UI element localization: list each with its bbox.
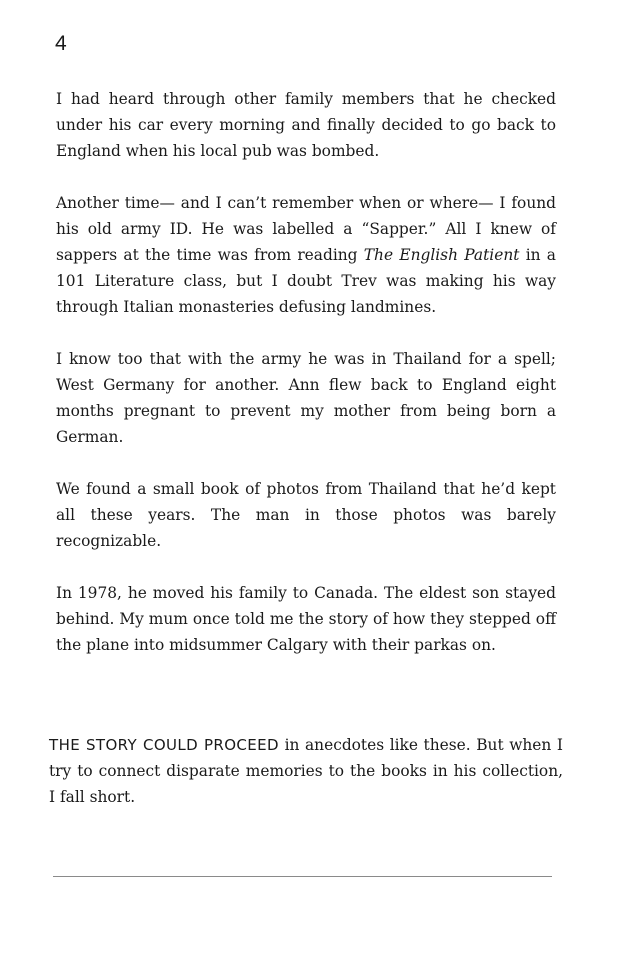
section-break-paragraph [49, 732, 563, 810]
paragraph-3: I know too that with the army he was in Thailand for a spell; West Germany for another. Ann flew back to England eight months pregnant to prevent my mother from being born a German. [56, 350, 556, 446]
paragraph-5: In 1978, he moved his family to Canada. The eldest son stayed behind. My mum once told me the story of how they stepped off the plane into midsummer Calgary with their parkas on. [56, 584, 556, 654]
paragraph-2-before: Another time— and I can’t remember when or where— I found his old army ID. He was labelled a “Sapper.” All I knew of sappers at the time was from reading [56, 194, 556, 264]
page-number: 4 [55, 32, 67, 55]
section-lead-in: THE STORY COULD PROCEED [49, 736, 280, 754]
body-text [56, 86, 556, 658]
paragraph-1: I had heard through other family members that he checked under his car every morning and finally decided to go back to England when his local pub was bombed. [56, 90, 556, 160]
paragraph-4: We found a small book of photos from Thailand that he’d kept all these years. The man in those photos was barely recognizable. [56, 480, 556, 550]
book-title: The English Patient [363, 246, 520, 264]
section-paragraph [49, 732, 563, 810]
paragraph-2-after: in a 101 Literature class, but I doubt Trev was making his way through Italian monasteries defusing landmines. [56, 246, 556, 316]
paragraph-2 [56, 190, 556, 320]
section-rest: in anecdotes like these. But when I try to connect disparate memories to the books in his collection, I fall short. [49, 736, 563, 806]
horizontal-rule [53, 876, 552, 877]
